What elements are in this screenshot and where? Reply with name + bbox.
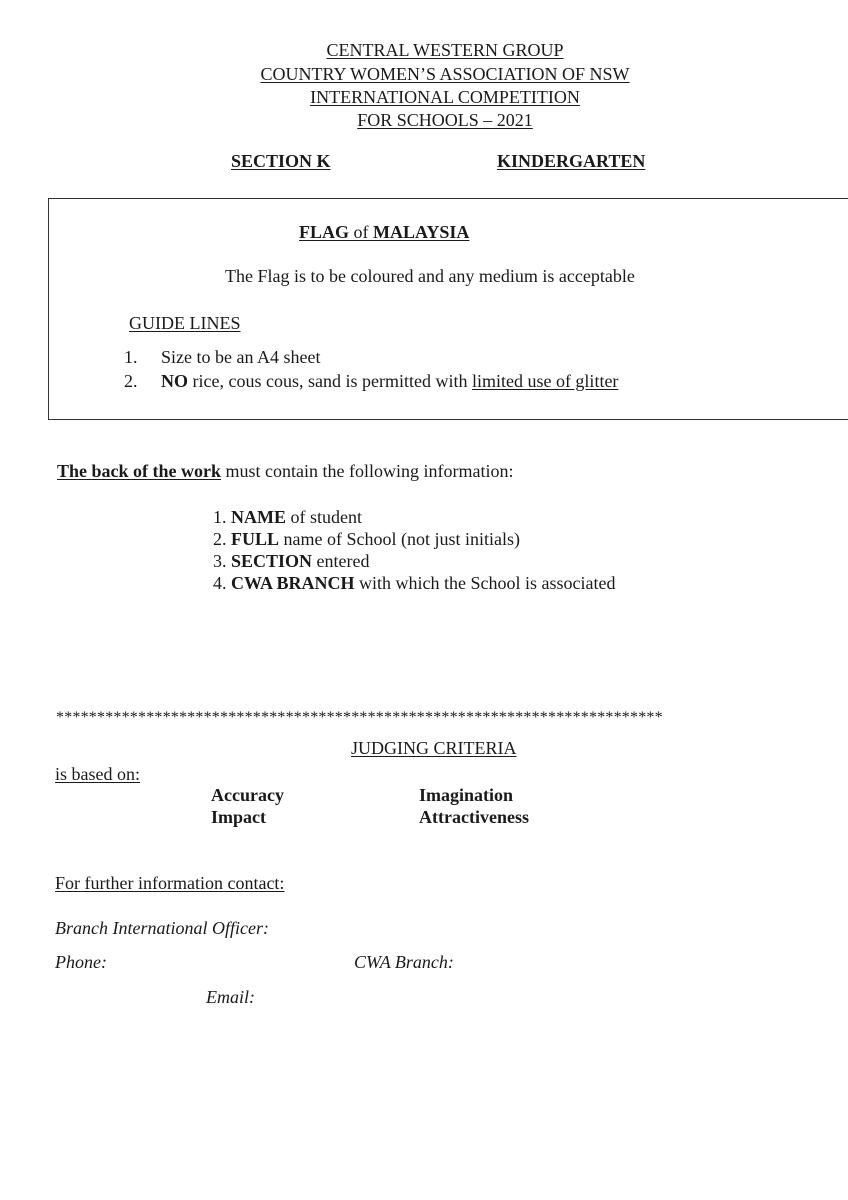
criterion-accuracy: Accuracy: [211, 785, 284, 805]
guide-2-bold: NO: [161, 371, 188, 391]
back-item-4: [213, 573, 615, 594]
guide-2-body: rice, cous cous, sand is permitted with: [188, 371, 472, 391]
back-item-3-text: entered: [312, 551, 370, 571]
criterion-attractiveness: Attractiveness: [419, 807, 529, 827]
guide-2-text: [161, 371, 618, 392]
back-item-1: [213, 507, 362, 528]
back-item-3-num: 3.: [213, 551, 227, 571]
back-item-3-bold: SECTION: [231, 551, 313, 571]
flag-title-country: MALAYSIA: [373, 222, 470, 242]
flag-title: [299, 222, 469, 243]
guide-1-number: 1.: [124, 347, 138, 367]
back-item-4-text: with which the School is associated: [354, 573, 616, 593]
back-of-work-lead: The back of the work: [57, 461, 222, 481]
back-item-2: [213, 529, 520, 550]
back-item-2-num: 2.: [213, 529, 227, 549]
back-of-work-line: [57, 461, 513, 482]
contact-heading: For further information contact:: [55, 873, 285, 893]
guide-1-text: Size to be an A4 sheet: [161, 347, 321, 367]
flag-instruction: The Flag is to be coloured and any medium is acceptable: [225, 266, 635, 286]
header-line-4: FOR SCHOOLS – 2021: [357, 110, 533, 130]
back-item-1-text: of student: [286, 507, 362, 527]
back-item-4-bold: CWA BRANCH: [231, 573, 355, 593]
header-line-1: CENTRAL WESTERN GROUP: [326, 40, 564, 60]
back-of-work-rest: must contain the following information:: [221, 461, 514, 481]
email-label: Email:: [206, 987, 255, 1007]
criterion-impact: Impact: [211, 807, 266, 827]
guide-2-number: 2.: [124, 371, 138, 391]
header-line-3: INTERNATIONAL COMPETITION: [310, 87, 580, 107]
guide-2-underlined: limited use of glitter: [471, 371, 619, 391]
back-item-1-num: 1.: [213, 507, 227, 527]
back-item-1-bold: NAME: [231, 507, 286, 527]
cwa-branch-label: CWA Branch:: [354, 952, 454, 972]
back-item-4-num: 4.: [213, 573, 227, 593]
back-item-2-text: name of School (not just initials): [279, 529, 520, 549]
flag-title-of: of: [349, 222, 374, 242]
phone-label: Phone:: [55, 952, 107, 972]
section-name: KINDERGARTEN: [497, 151, 646, 171]
asterisk-divider: **************************************************************************: [56, 709, 663, 726]
flag-title-word: FLAG: [299, 222, 350, 242]
criterion-imagination: Imagination: [419, 785, 514, 805]
header-line-2: COUNTRY WOMEN’S ASSOCIATION OF NSW: [260, 64, 630, 84]
back-item-3: [213, 551, 370, 572]
based-on-label: is based on:: [55, 764, 140, 784]
section-code: SECTION K: [231, 151, 331, 171]
judging-heading: JUDGING CRITERIA: [351, 738, 517, 758]
branch-officer-label: Branch International Officer:: [55, 918, 269, 938]
back-item-2-bold: FULL: [231, 529, 280, 549]
guide-lines-heading: GUIDE LINES: [129, 313, 241, 333]
